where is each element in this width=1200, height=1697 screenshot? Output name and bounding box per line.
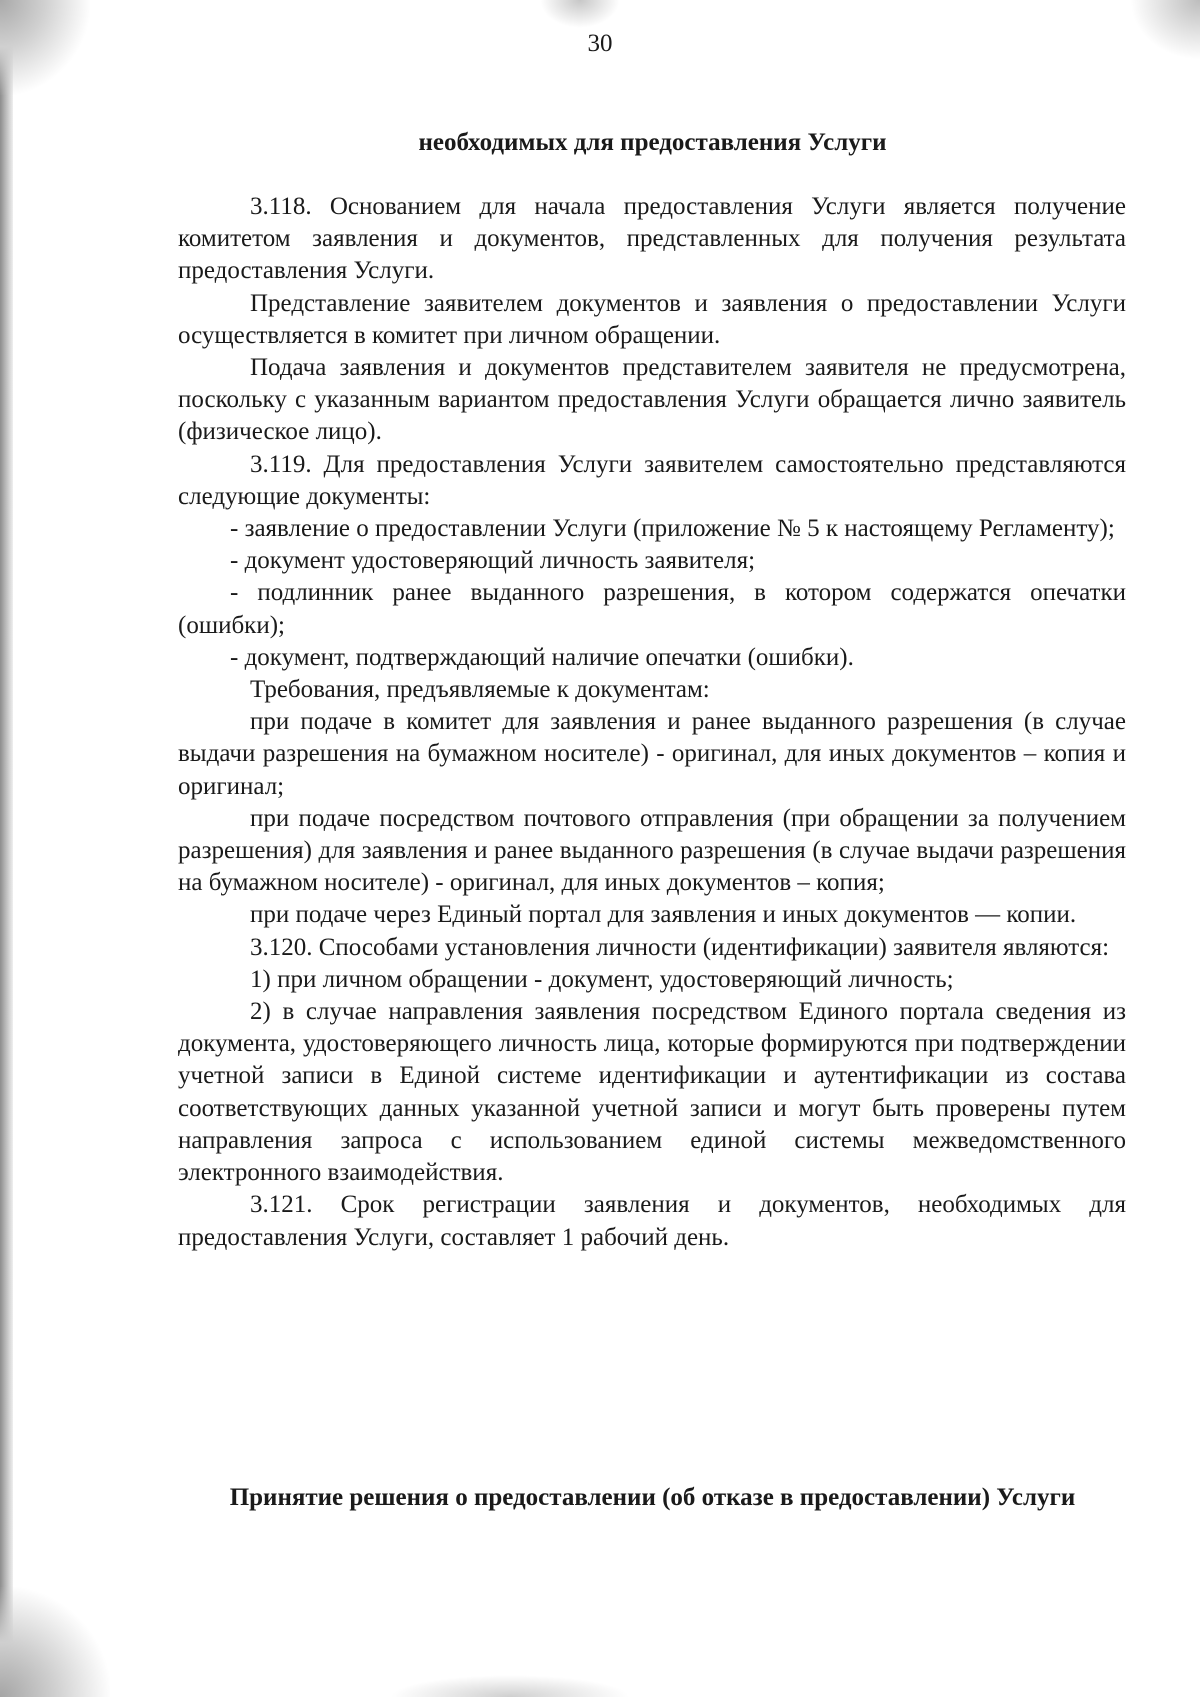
paragraph: при подаче через Единый портал для заявления и иных документов — копии. bbox=[250, 901, 1077, 929]
paragraph: 3.118. Основанием для начала предоставления Услуги является получение комитетом заявления и документов, представленных для получения результата предоставления Услуги. bbox=[178, 193, 1126, 285]
paragraph: при подаче посредством почтового отправления (при обращении за получением разрешения) для заявления и ранее выданного разрешения (в случае выдачи разрешения на бумажном носителе) - оригинал, для иных документов – копия; bbox=[178, 804, 1126, 897]
list-item: 1) при личном обращении - документ, удостоверяющий личность; bbox=[250, 965, 954, 993]
scan-edge-shadow bbox=[0, 0, 13, 1697]
paragraph: 3.120. Способами установления личности (идентификации) заявителя являются: bbox=[250, 933, 1110, 961]
list-item: - документ, подтверждающий наличие опечатки (ошибки). bbox=[230, 643, 854, 671]
paragraph: 3.121. Срок регистрации заявления и документов, необходимых для предоставления Услуги, составляет 1 рабочий день. bbox=[178, 1191, 1126, 1251]
scan-corner-smudge bbox=[0, 1587, 110, 1697]
paragraph: Подача заявления и документов представителем заявителя не предусмотрена, поскольку с указанным вариантом предоставления Услуги обращается лично заявитель (физическое лицо). bbox=[178, 354, 1126, 446]
list-item: 2) в случае направления заявления посредством Единого портала сведения из документа, удостоверяющего личность лица, которые формируются при подтверждении учетной записи в Единой системе идентификации и аутентификации из состава соответствующих данных указанной учетной записи и могут быть проверены путем направления запроса с использованием единой системы межведомственного электронного взаимодействия. bbox=[178, 998, 1126, 1187]
paragraph: при подаче в комитет для заявления и ранее выданного разрешения (в случае выдачи разрешения на бумажном носителе) - оригинал, для иных документов – копия и оригинал; bbox=[178, 708, 1126, 800]
paragraph: Требования, предъявляемые к документам: bbox=[250, 676, 710, 704]
scan-speck bbox=[540, 0, 620, 28]
page-number: 30 bbox=[587, 30, 613, 57]
list-item: - подлинник ранее выданного разрешения, в котором содержатся опечатки (ошибки); bbox=[178, 579, 1126, 639]
section-heading: необходимых для предоставления Услуги bbox=[418, 129, 887, 156]
list-item: - заявление о предоставлении Услуги (приложение № 5 к настоящему Регламенту); bbox=[230, 515, 1115, 543]
scan-speck bbox=[390, 1675, 630, 1697]
body-text bbox=[178, 191, 1126, 1254]
list-item: - документ удостоверяющий личность заявителя; bbox=[230, 547, 756, 575]
section-heading: Принятие решения о предоставлении (об отказе в предоставлении) Услуги bbox=[229, 1484, 1076, 1511]
paragraph: Представление заявителем документов и заявления о предоставлении Услуги осуществляется в комитет при личном обращении. bbox=[178, 289, 1126, 349]
paragraph: 3.119. Для предоставления Услуги заявителем самостоятельно представляются следующие документы: bbox=[178, 450, 1126, 510]
